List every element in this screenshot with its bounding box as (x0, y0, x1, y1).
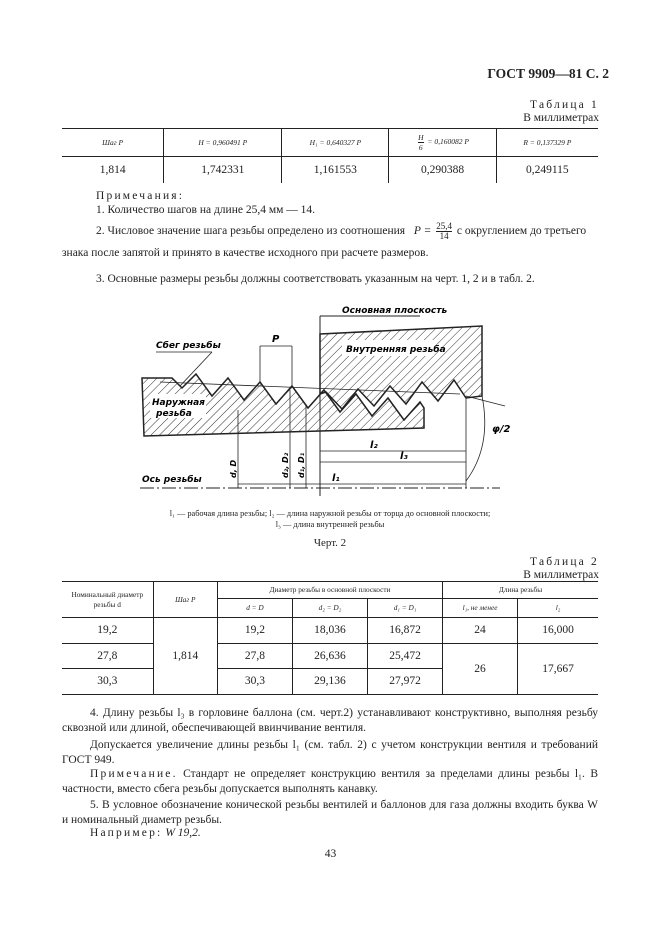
table2-cell: 18,036 (292, 618, 367, 644)
table1-cell: 1,161553 (282, 157, 389, 184)
table1-header-fraction: $\frac{H}{6}$ = 0,160082 P (389, 129, 496, 157)
inner-thread-body (320, 326, 482, 409)
l2-label: l₂ (370, 440, 378, 451)
table2-cell: 25,472 (367, 643, 442, 669)
angle-label: φ/2 (492, 424, 511, 435)
table2 (62, 581, 598, 695)
table1-cell: 0,290388 (389, 157, 496, 184)
table2-subheader: l₂ (518, 599, 598, 618)
figure-caption: Черт. 2 (313, 537, 347, 549)
table2-caption: Таблица 2 В миллиметрах (523, 556, 599, 581)
table2-cell-pitch: 1,814 (153, 618, 217, 695)
table2-subheader: d₂ = D₂ (292, 599, 367, 618)
table2-subheader: l₁, не менее (443, 599, 518, 618)
paragraph-4: 4. Длину резьбы l₃ в горловине баллона (см. черт.2) устанавливают конструктивно, выполняя резьбу сквозной или длиной, обеспечивающей ввинчивание вентиля. (62, 707, 598, 734)
table1 (62, 128, 598, 183)
axis-label: Ось резьбы (142, 475, 202, 485)
table1-header: Шаг P (62, 129, 164, 157)
table1-header: H₁ = 0,640327 P (282, 129, 389, 157)
table1-cell: 1,814 (99, 164, 126, 176)
dim-d-label: d, D (229, 459, 238, 478)
dim-d2-label: d₂, D₂ (281, 452, 290, 478)
table2-cell: 27,8 (217, 643, 292, 669)
fraction-pitch: $\frac{25,4}{14}$ (436, 221, 452, 241)
table2-header-group: Длина резьбы (443, 582, 598, 599)
table2-cell: 24 (443, 618, 518, 644)
table1-header: R = 0,137329 P (496, 129, 598, 157)
inner-thread-label: Внутренняя резьба (346, 345, 446, 355)
fraction-h6: $\frac{H}{6}$ (418, 133, 424, 152)
notes1: Примечания: 1. Количество шагов на длине 25,4 мм — 14. (96, 190, 316, 216)
dim-d1-label: d₁, D₁ (297, 452, 306, 478)
table2-cell: 30,3 (217, 669, 292, 695)
table-row (62, 157, 598, 184)
l1-label: l₁ (332, 473, 340, 484)
table2-cell: 27,972 (367, 669, 442, 695)
note-2: Примечание. Стандарт не определяет конструкцию вентиля за пределами длины резьбы l₁. В частности, вместо сбега резьбы допускается выполнять канавку. (62, 768, 599, 795)
pitch-label: P (272, 334, 280, 345)
table-row (62, 643, 598, 669)
table2-cell: 27,8 (62, 643, 153, 669)
table2-subheader: d₁ = D₁ (367, 599, 442, 618)
table2-subheader: d = D (217, 599, 292, 618)
paragraph-3: 3. Основные размеры резьбы должны соответствовать указанным на черт. 1, 2 и в табл. 2. (96, 273, 535, 285)
table1-cell: 1,742331 (164, 157, 282, 184)
page-header: ГОСТ 9909—81 С. 2 (487, 66, 609, 81)
table1-header: H = 0,960491 P (164, 129, 282, 157)
table2-cell-merged: 26 (443, 643, 518, 694)
table2-header: Номинальный диаметр резьбы d (62, 582, 153, 618)
angle-line (466, 396, 505, 406)
table2-cell: 19,2 (217, 618, 292, 644)
angle-arc (466, 396, 485, 481)
outer-thread-label-1: Наружная (152, 398, 205, 408)
table2-cell: 19,2 (62, 618, 153, 644)
table2-cell-merged: 17,667 (518, 643, 598, 694)
paragraph-4b: Допускается увеличение длины резьбы l₁ (см. табл. 2) с учетом конструкции вентиля и требований ГОСТ 949. (62, 739, 598, 766)
table2-header-row (62, 582, 598, 599)
outer-thread-label-2: резьба (156, 409, 192, 419)
table2-cell: 16,872 (367, 618, 442, 644)
table2-header: Шаг P (153, 582, 217, 618)
table2-cell: 30,3 (62, 669, 153, 695)
notes1-item2: 2. Числовое значение шага резьбы определено из соотношения P = $\frac{25,4}{14}$ с округлением до третьего (96, 221, 587, 241)
example: Например: W 19,2. (90, 827, 201, 839)
thread-drawing (120, 296, 520, 496)
table1-caption: Таблица 1 В миллиметрах (523, 99, 599, 124)
drawing-legend: l₁ — рабочая длина резьбы; l₂ — длина наружной резьбы от торца до основной плоскости; l₃ — длина внутренней резьбы (169, 509, 491, 529)
table1-cell: 0,249115 (496, 157, 598, 184)
table2-header-group: Диаметр резьбы в основной плоскости (217, 582, 442, 599)
notes1-item2-line2: знака после запятой и принято в качестве исходного при расчете размеров. (62, 247, 429, 259)
table2-cell: 29,136 (292, 669, 367, 695)
paragraph-5: 5. В условное обозначение конической резьбы вентилей и баллонов для газа должны входить буква W и номинальный диаметр резьбы. (62, 799, 598, 826)
table2-cell: 26,636 (292, 643, 367, 669)
table-row (62, 618, 598, 644)
table2-cell: 16,000 (518, 618, 598, 644)
l3-label: l₃ (400, 451, 408, 462)
table1-header-row (62, 129, 598, 157)
page-number: 43 (324, 848, 337, 860)
runout-label: Сбег резьбы (156, 341, 221, 351)
main-plane-label: Основная плоскость (342, 306, 448, 316)
